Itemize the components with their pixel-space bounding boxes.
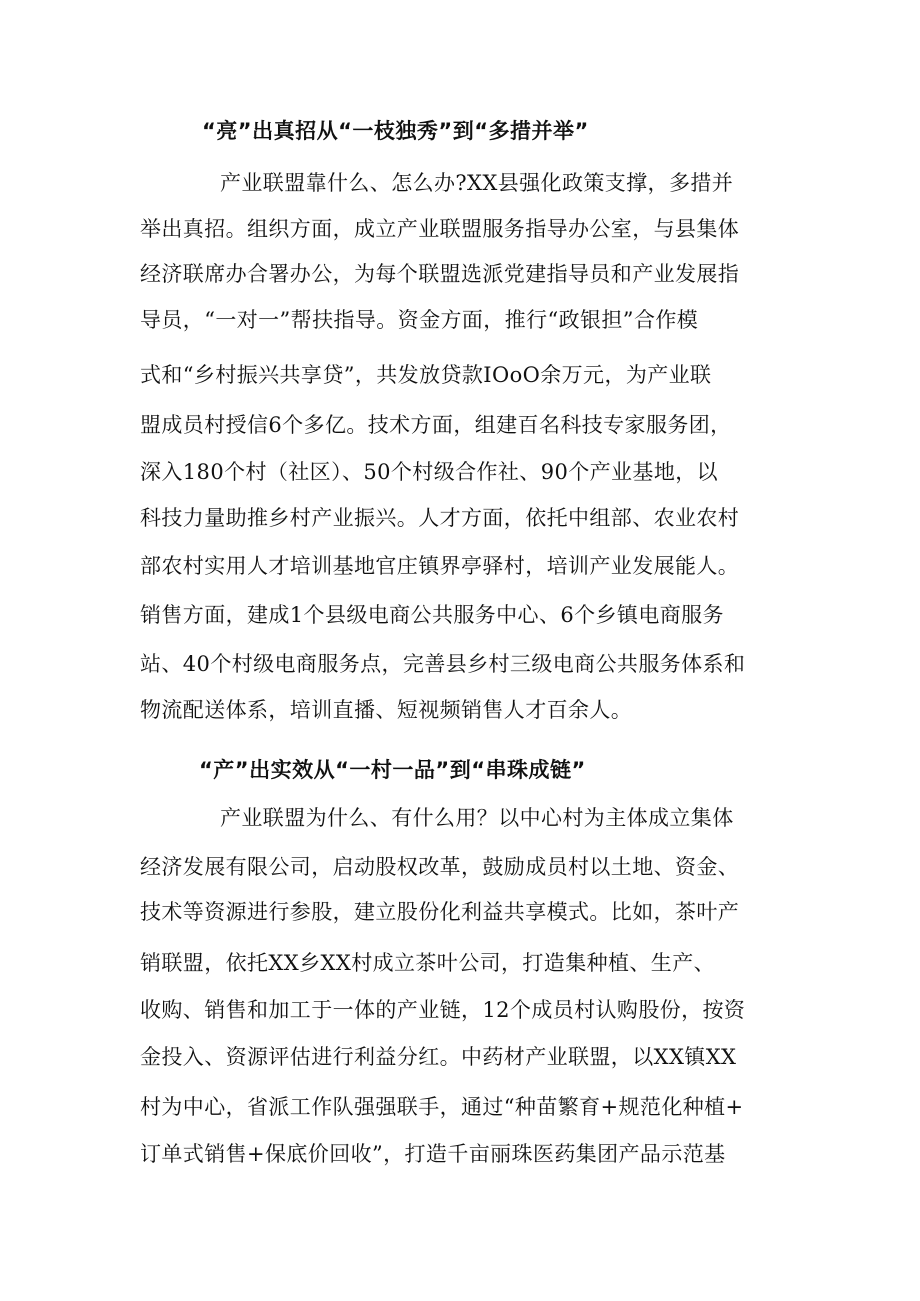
section-1-line: 举出真招。组织方面，成立产业联盟服务指导办公室，与县集体	[140, 217, 740, 241]
section-1-line: 站、40个村级电商服务点，完善县乡村三级电商公共服务体系和	[140, 652, 746, 676]
section-2-line: 经济发展有限公司，启动股权改革，鼓励成员村以土地、资金、	[140, 855, 740, 879]
section-1-line: 经济联席办合署办公，为每个联盟选派党建指导员和产业发展指	[140, 262, 740, 286]
section-2-line: 收购、销售和加工于一体的产业链，12个成员村认购股份，按资	[140, 998, 746, 1022]
section-2-line: 产业联盟为什么、有什么用？以中心村为主体成立集体	[220, 806, 734, 830]
section-1-line: 产业联盟靠什么、怎么办?XX县强化政策支撑，多措并	[220, 171, 734, 195]
section-1-line: 物流配送体系，培训直播、短视频销售人才百余人。	[140, 698, 633, 722]
section-1-line: 深入180个村（社区）、50个村级合作社、90个产业基地，以	[140, 460, 719, 484]
section-1-line: 部农村实用人才培训基地官庄镇界亭驿村，培训产业发展能人。	[140, 554, 740, 578]
section-2-line: 技术等资源进行参股，建立股份化利益共享模式。比如，茶叶产	[140, 900, 740, 924]
section-2-line: 金投入、资源评估进行利益分红。中药材产业联盟，以XX镇XX	[140, 1045, 737, 1069]
section-1-line: 科技力量助推乡村产业振兴。人才方面，依托中组部、农业农村	[140, 506, 740, 530]
section-1-line: 销售方面，建成1个县级电商公共服务中心、6个乡镇电商服务	[140, 603, 724, 627]
section-2-line: 订单式销售+保底价回收”，打造千亩丽珠医药集团产品示范基	[140, 1142, 726, 1166]
section-2-line: 村为中心，省派工作队强强联手，通过“种苗繁育+规范化种植+	[140, 1095, 744, 1119]
section-2-line: 销联盟，依托XX乡XX村成立茶叶公司，打造集种植、生产、	[140, 951, 715, 975]
section-1-line: 盟成员村授信6个多亿。技术方面，组建百名科技专家服务团，	[140, 413, 732, 437]
section-1-line: 式和“乡村振兴共享贷”，共发放贷款IOoO余万元，为产业联	[140, 363, 712, 387]
section-1-heading: “亮”出真招从“一枝独秀”到“多措并举”	[202, 119, 589, 143]
section-1-line: 导员，“一对一”帮扶指导。资金方面，推行“政银担”合作模	[140, 308, 699, 332]
section-2-heading: “产”出实效从“一村一品”到“串珠成链”	[199, 758, 586, 782]
